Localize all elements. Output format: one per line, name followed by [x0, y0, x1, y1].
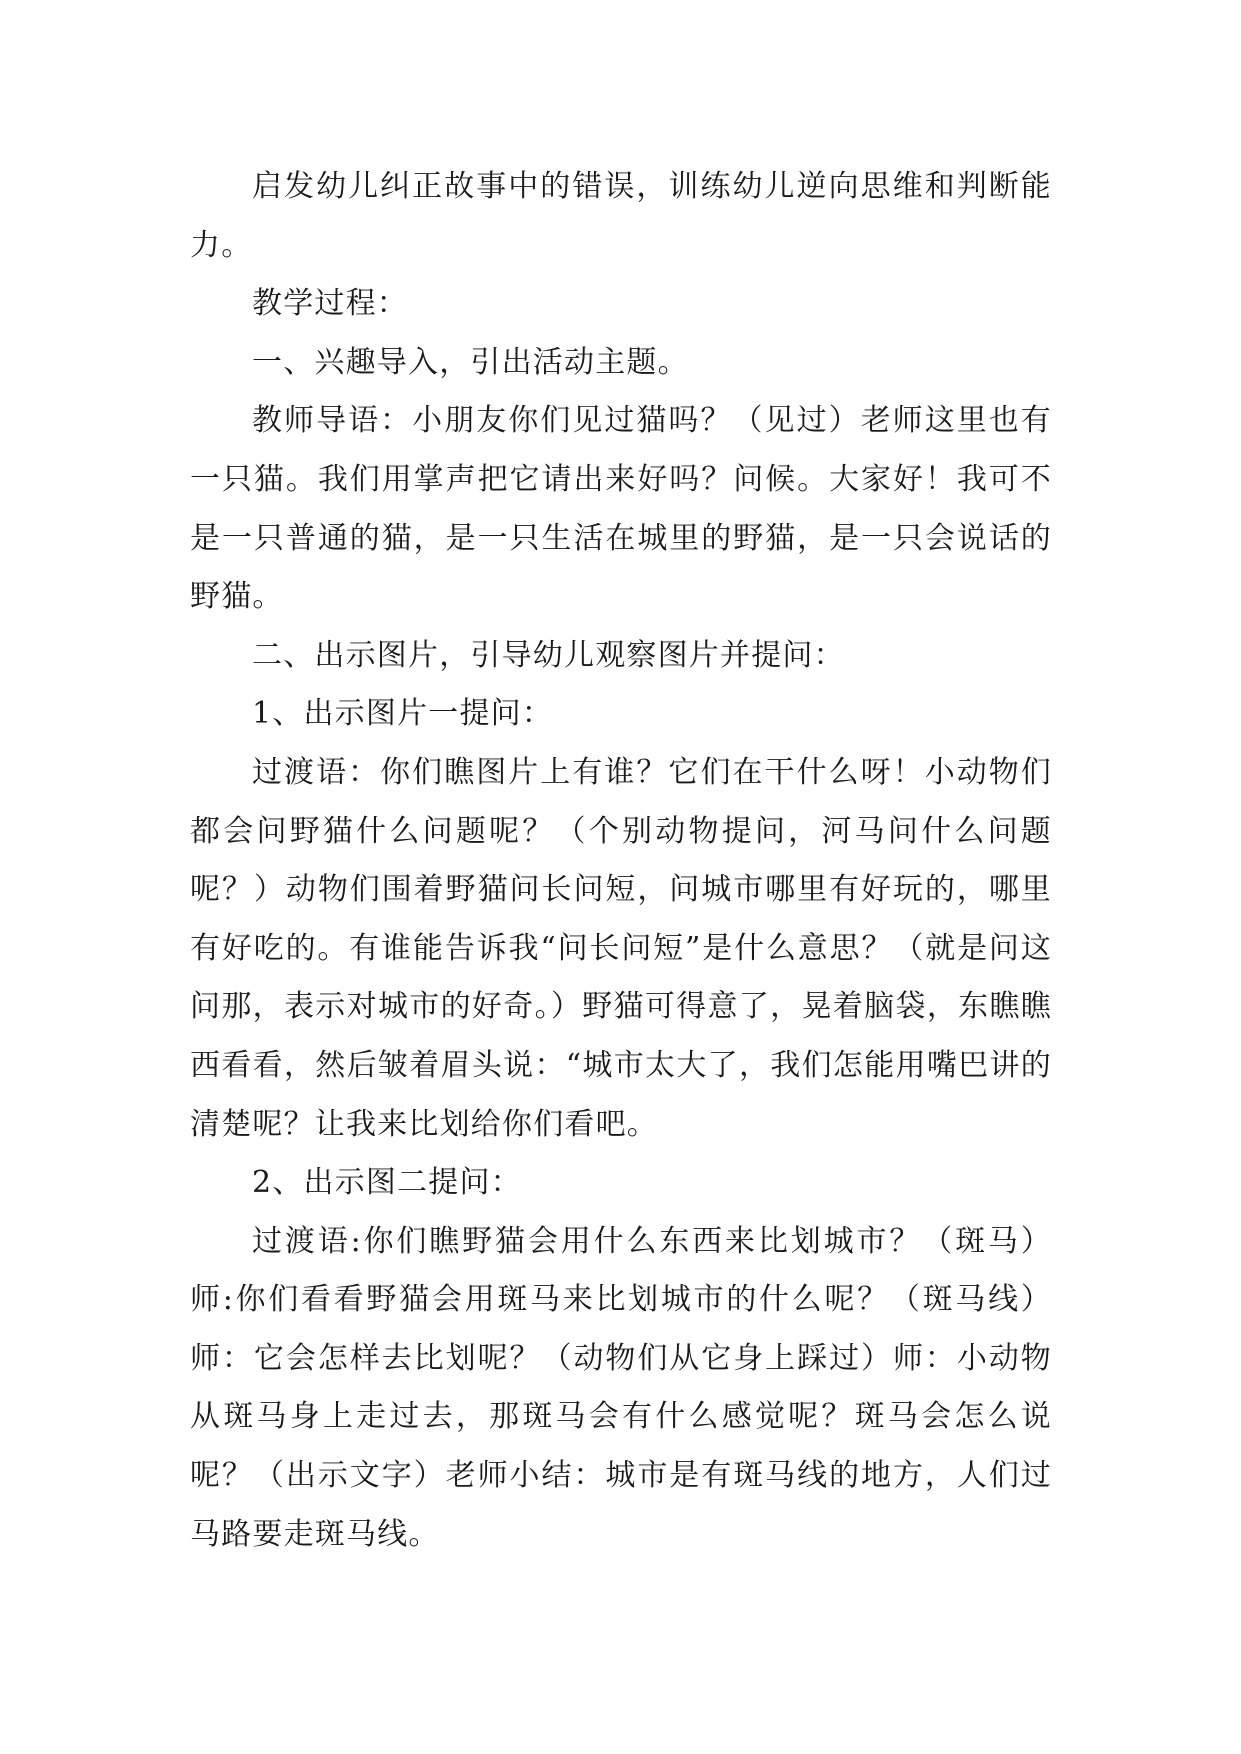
paragraph-picture-two-heading: 2、出示图二提问：: [252, 1165, 522, 1201]
paragraph-section-two-heading: 二、出示图片，引导幼儿观察图片并提问：: [252, 637, 845, 673]
paragraph-picture-one-heading: 1、出示图片一提问：: [252, 696, 554, 732]
paragraph-teacher-intro: 教师导语：小朋友你们见过猫吗？（见过）老师这里也有一只猫。我们用掌声把它请出来好吗？问候。大家好！我可不是一只普通的猫，是一只生活在城里的野猫，是一只会说话的野猫。: [190, 403, 1052, 615]
paragraph-goal: 启发幼儿纠正故事中的错误，训练幼儿逆向思维和判断能力。: [190, 169, 1052, 263]
paragraph-picture-one-transition: 过渡语：你们瞧图片上有谁？它们在干什么呀！小动物们都会问野猫什么问题呢？（个别动物提问，河马问什么问题呢？）动物们围着野猫问长问短，问城市哪里有好玩的，哪里有好吃的。有谁能告诉我“问长问短”是什么意思？（就是问这问那，表示对城市的好奇。）野猫可得意了，晃着脑袋，东瞧瞧西看看，然后皱着眉头说：“城市太大了，我们怎能用嘴巴讲的清楚呢？让我来比划给你们看吧。: [190, 754, 1052, 1142]
paragraph-process-heading: 教学过程：: [252, 286, 408, 322]
paragraph-section-one-heading: 一、兴趣导入，引出活动主题。: [252, 344, 689, 380]
paragraph-picture-two-transition: 过渡语:你们瞧野猫会用什么东西来比划城市？（斑马）师:你们看看野猫会用斑马来比划城市的什么呢？（斑马线）师：它会怎样去比划呢？（动物们从它身上踩过）师：小动物从斑马身上走过去，那斑马会有什么感觉呢？斑马会怎么说呢？（出示文字）老师小结：城市是有斑马线的地方，人们过马路要走斑马线。: [190, 1223, 1052, 1552]
document-body: [190, 158, 1052, 1564]
